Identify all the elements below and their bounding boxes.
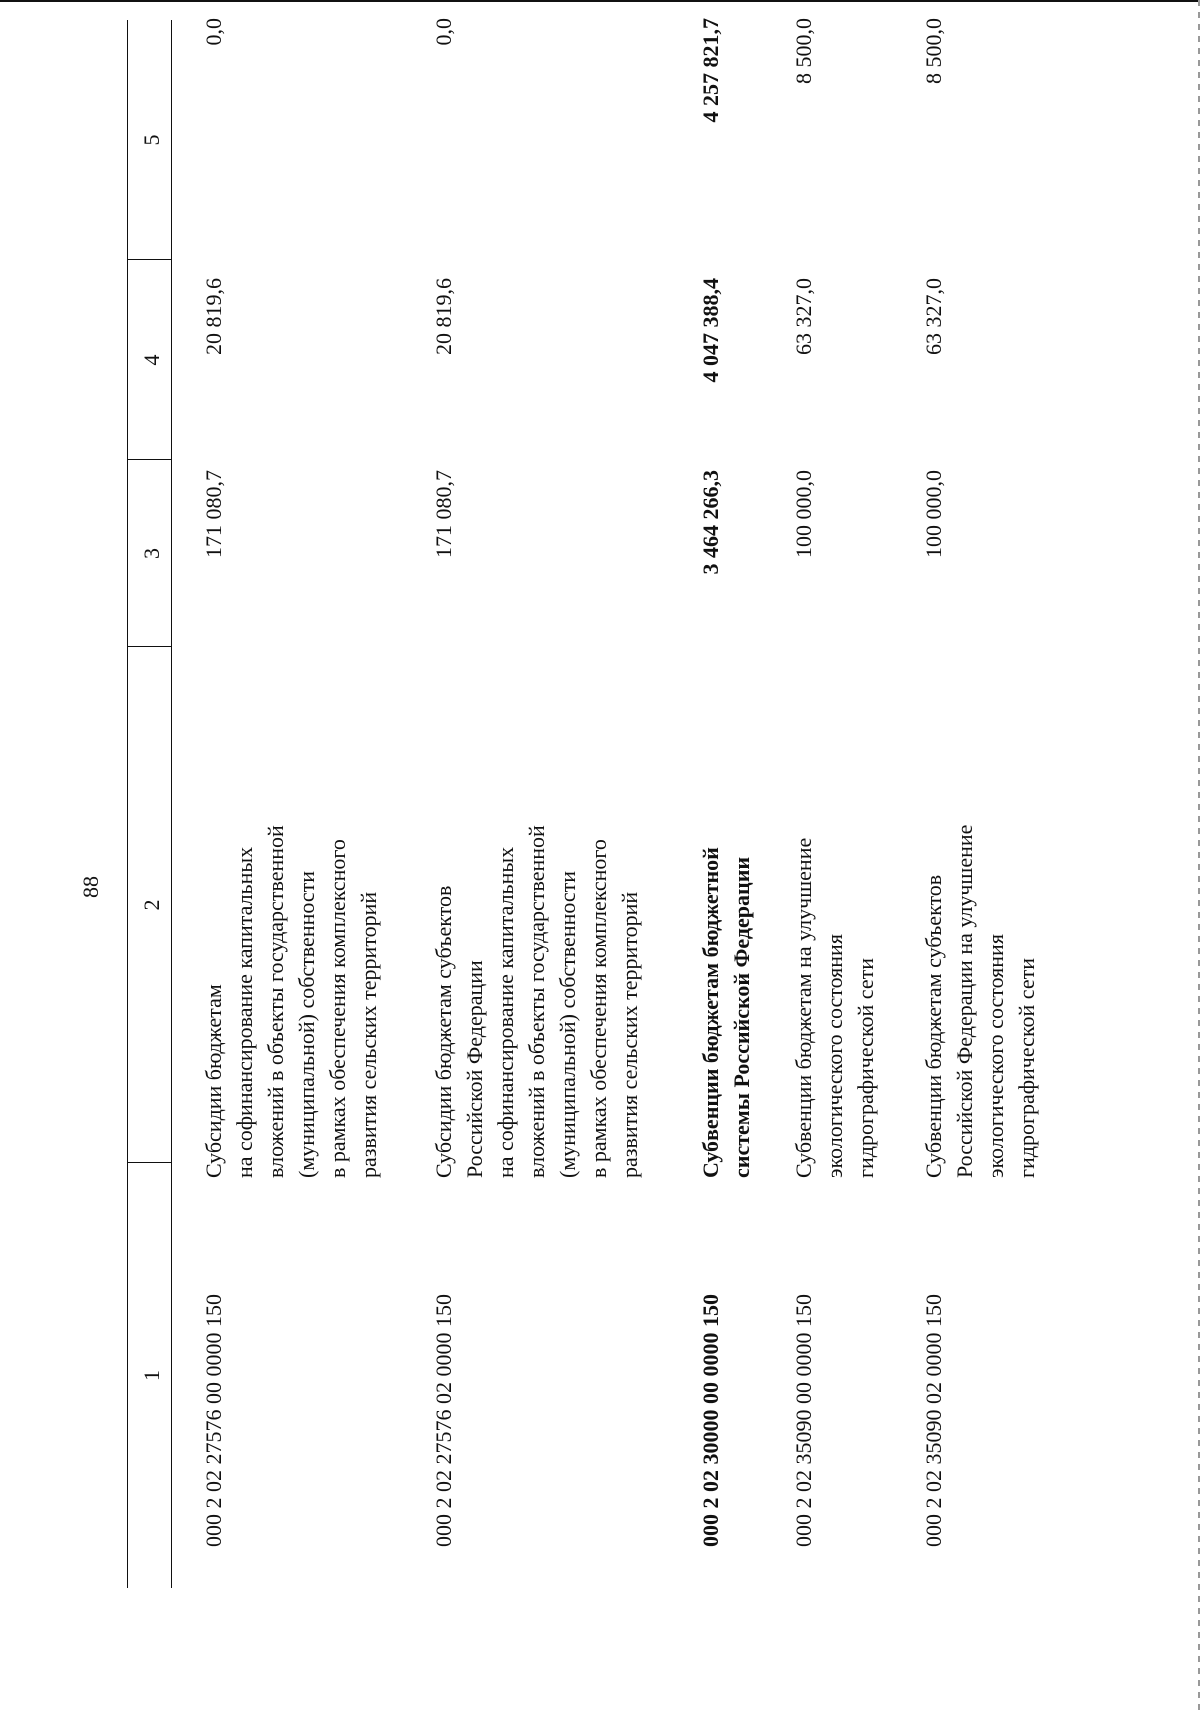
- row-2-description-line: в рамках обеспечения комплексного: [586, 839, 611, 1178]
- row-1-code: 000 2 02 27576 00 0000 150: [201, 1294, 226, 1547]
- row-1-col5: 0,0: [201, 18, 226, 46]
- row-2-description-line: на софинансирование капитальных: [493, 846, 518, 1178]
- row-2-col5: 0,0: [431, 18, 456, 46]
- row-5-description-line: экологического состояния: [983, 934, 1008, 1178]
- row-2-description-line: вложений в объекты государственной: [524, 825, 549, 1178]
- row-2-description-line: Субсидии бюджетам субъектов: [431, 885, 456, 1178]
- row-4-description: [788, 638, 881, 1178]
- header-bottom-line: [171, 20, 172, 1588]
- column-number-4: 4: [139, 354, 164, 366]
- row-1-description-line: развития сельских территорий: [356, 891, 381, 1178]
- column-number-1: 1: [139, 1370, 164, 1381]
- row-3-col4: 4 047 388,4: [698, 278, 723, 383]
- row-1-col3: 171 080,7: [201, 470, 226, 558]
- row-2-col4: 20 819,6: [431, 278, 456, 355]
- row-4-code: 000 2 02 35090 00 0000 150: [791, 1294, 816, 1547]
- row-1-description-line: (муниципальной) собственности: [294, 870, 319, 1178]
- row-3-description-line: Субвенции бюджетам бюджетной: [698, 847, 723, 1178]
- row-4-col5: 8 500,0: [791, 18, 816, 84]
- row-4-description-line: гидрографической сети: [853, 958, 878, 1178]
- row-2-description: [428, 638, 645, 1178]
- row-4-description-line: экологического состояния: [822, 934, 847, 1178]
- row-5-description-line: гидрографической сети: [1014, 958, 1039, 1178]
- row-2-description-line: (муниципальной) собственности: [555, 870, 580, 1178]
- column-number-5: 5: [139, 134, 164, 146]
- row-3-description-line: системы Российской Федерации: [729, 856, 754, 1178]
- row-3-code: 000 2 02 30000 00 0000 150: [698, 1294, 723, 1547]
- row-1-description-line: в рамках обеспечения комплексного: [325, 839, 350, 1178]
- row-4-col3: 100 000,0: [791, 470, 816, 558]
- row-1-description-line: вложений в объекты государственной: [263, 825, 288, 1178]
- row-5-description: [918, 638, 1042, 1178]
- column-number-2: 2: [139, 899, 164, 911]
- row-3-col5: 4 257 821,7: [698, 18, 723, 123]
- row-5-code: 000 2 02 35090 02 0000 150: [921, 1294, 946, 1547]
- row-3-description: [695, 638, 757, 1178]
- row-2-col3: 171 080,7: [431, 470, 456, 558]
- column-number-3: 3: [139, 548, 164, 559]
- row-1-description-line: Субсидии бюджетам: [201, 984, 226, 1178]
- row-5-col5: 8 500,0: [921, 18, 946, 84]
- row-4-description-line: Субвенции бюджетам на улучшение: [791, 837, 816, 1178]
- row-2-description-line: развития сельских территорий: [617, 891, 642, 1178]
- row-2-code: 000 2 02 27576 02 0000 150: [431, 1294, 456, 1547]
- row-1-description-line: на софинансирование капитальных: [232, 846, 257, 1178]
- row-1-description: [198, 638, 384, 1178]
- row-5-col3: 100 000,0: [921, 470, 946, 558]
- header-top-line: [127, 20, 128, 1588]
- row-1-col4: 20 819,6: [201, 278, 226, 355]
- row-5-col4: 63 327,0: [921, 278, 946, 355]
- row-5-description-line: Субвенции бюджетам субъектов: [921, 874, 946, 1178]
- row-2-description-line: Российской Федерации: [462, 960, 487, 1178]
- row-4-col4: 63 327,0: [791, 278, 816, 355]
- row-3-col3: 3 464 266,3: [698, 470, 723, 575]
- page-number: 88: [78, 876, 103, 898]
- row-5-description-line: Российской Федерации на улучшение: [952, 824, 977, 1178]
